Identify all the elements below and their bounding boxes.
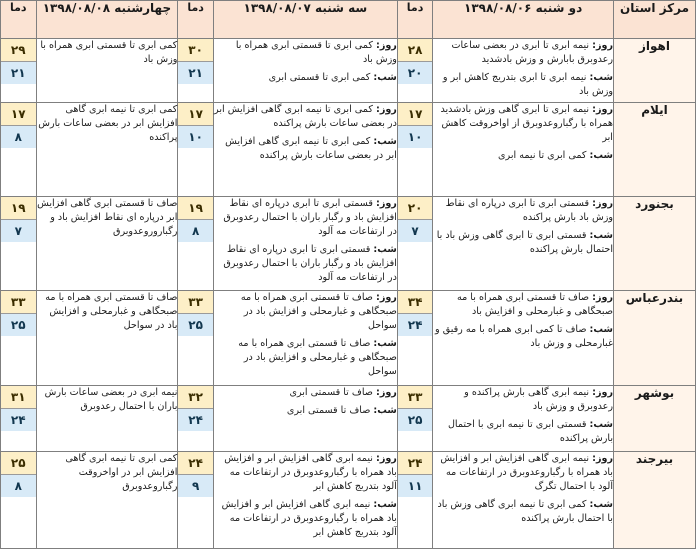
night-label: شب:	[373, 338, 397, 350]
temp-min: ۲۱	[178, 62, 212, 84]
temp-max: ۳۱	[1, 386, 36, 409]
night-label: شب:	[373, 499, 397, 511]
temp-max: ۲۰	[398, 197, 432, 220]
forecast-day2	[213, 196, 397, 291]
day-text: نیمه ابری گاهی بارش پراکنده و رعدوبرق و وزش باد	[464, 386, 613, 412]
table-row	[1, 39, 696, 103]
day3-text: کمی ابری تا نیمه ابری گاهی افزایش ابر در اواخروقت رگباروعدوبرق	[65, 453, 178, 493]
temp-max: ۲۴	[398, 452, 432, 475]
night-text: کمی ابری تا نیمه ابری گاهی افزایش ابر در بعضی ساعات بارش پراکنده	[225, 136, 397, 162]
day-label: روز:	[375, 40, 397, 51]
temp-day3	[1, 452, 37, 549]
day-label: روز:	[592, 197, 613, 209]
table-row	[1, 291, 696, 386]
day-label: روز:	[375, 292, 397, 304]
day3-text: کمی ابری تا نیمه ابری گاهی افزایش ابر در بعضی ساعات بارش پراکنده	[38, 104, 178, 144]
forecast-day3	[36, 452, 178, 549]
header-day2: سه شنبه ۱۳۹۸/۰۸/۰۷	[213, 1, 397, 39]
night-text: قسمتی ابری تا نیمه ابری با احتمال بارش پراکنده	[447, 418, 613, 444]
forecast-day1	[433, 196, 614, 291]
forecast-day3	[36, 196, 178, 291]
day-text: نیمه ابری گاهی افزایش ابر و افزایش باد همراه با رگباروعدوبرق در ارتفاعات مه آلود بتدریج کاهش ابر	[224, 453, 397, 493]
forecast-day1	[433, 452, 614, 549]
day3-text: صاف تا قسمتی ابری گاهی افزایش ابر درپاره ای نقاط افزایش باد و رگباروروعدوبرق	[37, 197, 178, 237]
temp-max: ۱۷	[178, 103, 212, 126]
night-label: شب:	[373, 243, 397, 255]
day-label: روز:	[375, 386, 397, 398]
night-label: شب:	[373, 136, 397, 148]
night-label: شب:	[589, 499, 613, 511]
temp-max: ۲۹	[1, 39, 36, 62]
header-temp: دما	[1, 1, 37, 39]
night-label: شب:	[589, 324, 613, 336]
header-temp: دما	[178, 1, 213, 39]
temp-day2	[178, 452, 213, 549]
forecast-day1	[433, 385, 614, 451]
night-label: شب:	[373, 404, 397, 416]
temp-min: ۲۱	[1, 62, 36, 84]
temp-max: ۲۵	[1, 452, 36, 475]
night-label: شب:	[589, 418, 613, 430]
day-text: نیمه ابری گاهی افزایش ابر و افزایش باد همراه با رگباروعدوبرق در ارتفاعات مه آلود با احتمال تگرگ	[440, 453, 613, 493]
temp-min: ۲۴	[398, 314, 432, 336]
night-text: صاف تا قسمتی ابری	[286, 404, 371, 416]
header-day1: دو شنبه ۱۳۹۸/۰۸/۰۶	[433, 1, 614, 39]
night-text: قسمتی ابری تا ابری گاهی وزش باد با احتمال بارش پراکنده	[436, 229, 613, 255]
temp-min: ۲۵	[398, 409, 432, 431]
temp-min: ۲۵	[178, 314, 212, 336]
province-name: بندرعباس	[613, 291, 695, 386]
temp-min: ۷	[398, 220, 432, 242]
temp-day2	[178, 39, 213, 103]
temp-max: ۱۷	[1, 103, 36, 126]
table-header	[1, 1, 696, 39]
day3-text: کمی ابری تا قسمتی ابری همراه با وزش باد	[40, 40, 178, 65]
night-text: صاف تا قسمتی ابری همراه با مه صبحگاهی و غبارمحلی و افزایش باد در سواحل	[238, 338, 397, 378]
night-text: نیمه ابری تا ابری بتدریج کاهش ابر و وزش باد	[442, 72, 613, 97]
day3-text: صاف تا قسمتی ابری همراه با مه صبحگاهی و غبارمحلی و افزایش باد در سواحل	[45, 292, 178, 332]
night-label: شب:	[589, 229, 613, 241]
night-text: صاف تا کمی ابری همراه با مه رقیق و غبارمحلی و وزش باد	[435, 324, 613, 350]
header-day3: چهارشنبه ۱۳۹۸/۰۸/۰۸	[36, 1, 178, 39]
temp-day3	[1, 385, 37, 451]
night-label: شب:	[373, 72, 397, 83]
temp-max: ۳۰	[178, 39, 212, 62]
temp-min: ۸	[1, 475, 36, 497]
temp-min: ۸	[1, 126, 36, 148]
day-text: صاف تا قسمتی ابری	[289, 386, 373, 398]
temp-max: ۳۲	[178, 386, 212, 409]
temp-min: ۲۵	[1, 314, 36, 336]
temp-day1	[397, 103, 432, 197]
forecast-day3	[36, 39, 178, 103]
temp-day2	[178, 291, 213, 386]
temp-max: ۳۳	[1, 291, 36, 314]
day-text: قسمتی ابری تا ابری درپاره ای نقاط وزش باد بارش پراکنده	[445, 197, 613, 223]
day-text: قسمتی ابری تا ابری درپاره ای نقاط افزایش باد و رگبار باران با احتمال رعدوبرق در ارتفاعات مه آلود	[223, 197, 397, 237]
temp-max: ۱۹	[178, 197, 212, 220]
temp-day1	[397, 196, 432, 291]
temp-min: ۱۰	[178, 126, 212, 148]
day-label: روز:	[375, 104, 397, 116]
night-text: نیمه ابری گاهی افزایش ابر و افزایش باد همراه با رگباروعدوبرق در ارتفاعات مه آلود بتدریج کاهش ابر	[221, 499, 397, 539]
temp-max: ۳۴	[398, 291, 432, 314]
temp-day1	[397, 452, 432, 549]
temp-day3	[1, 291, 37, 386]
header-province: مرکز استان	[613, 1, 695, 39]
temp-min: ۷	[1, 220, 36, 242]
temp-max: ۲۴	[178, 452, 212, 475]
day-label: روز:	[592, 453, 613, 465]
forecast-day3	[36, 291, 178, 386]
night-text: قسمتی ابری تا ابری درپاره ای نقاط افزایش باد و رگبار باران با احتمال رعدوبرق در ارتفاعات مه آلود	[223, 243, 397, 283]
forecast-day1	[433, 103, 614, 197]
temp-day3	[1, 103, 37, 197]
day-text: صاف تا قسمتی ابری همراه با مه صبحگاهی و غبارمحلی و افزایش باد در سواحل	[240, 292, 397, 332]
forecast-day2	[213, 452, 397, 549]
table-row	[1, 452, 696, 549]
temp-max: ۱۷	[398, 103, 432, 126]
forecast-day1	[433, 39, 614, 103]
forecast-day2	[213, 385, 397, 451]
forecast-day3	[36, 385, 178, 451]
temp-day3	[1, 39, 37, 103]
forecast-day1	[433, 291, 614, 386]
day-text: کمی ابری تا نیمه ابری گاهی افزایش ابر در بعضی ساعات بارش پراکنده	[214, 104, 397, 130]
temp-min: ۲۴	[1, 409, 36, 431]
temp-max: ۳۳	[178, 291, 212, 314]
day-label: روز:	[592, 386, 613, 398]
temp-max: ۱۹	[1, 197, 36, 220]
day-text: نیمه ابری تا ابری در بعضی ساعات رعدوبرق بابارش و وزش بادشدید	[451, 40, 613, 65]
table-row	[1, 103, 696, 197]
day-text: کمی ابری تا قسمتی ابری همراه با وزش باد	[235, 40, 397, 65]
forecast-day2	[213, 291, 397, 386]
day-label: روز:	[375, 197, 397, 209]
temp-day3	[1, 196, 37, 291]
night-text: کمی ابری تا نیمه ابری گاهی وزش باد با احتمال بارش پراکنده	[437, 499, 613, 525]
day-label: روز:	[375, 453, 397, 465]
forecast-day2	[213, 39, 397, 103]
night-label: شب:	[589, 72, 613, 83]
temp-day2	[178, 385, 213, 451]
day3-text: نیمه ابری در بعضی ساعات بارش باران با احتمال رعدوبرق	[44, 386, 178, 412]
temp-max: ۲۸	[398, 39, 432, 62]
forecast-day2	[213, 103, 397, 197]
day-label: روز:	[592, 40, 613, 51]
province-name: ایلام	[613, 103, 695, 197]
temp-day2	[178, 196, 213, 291]
temp-day1	[397, 291, 432, 386]
forecast-day3	[36, 103, 178, 197]
temp-day1	[397, 39, 432, 103]
day-label: روز:	[592, 104, 613, 116]
night-label: شب:	[589, 150, 613, 162]
temp-min: ۲۰	[398, 62, 432, 84]
province-name: بیرجند	[613, 452, 695, 549]
temp-max: ۳۳	[398, 386, 432, 409]
temp-min: ۸	[178, 220, 212, 242]
temp-min: ۹	[178, 475, 212, 497]
temp-min: ۱۰	[398, 126, 432, 148]
night-text: کمی ابری تا قسمتی ابری	[268, 72, 371, 83]
table-row	[1, 196, 696, 291]
province-name: بجنورد	[613, 196, 695, 291]
day-label: روز:	[592, 292, 613, 304]
province-name: بوشهر	[613, 385, 695, 451]
day-text: صاف تا قسمتی ابری همراه با مه صبحگاهی و غبارمحلی و افزایش باد	[456, 292, 613, 318]
night-text: کمی ابری تا نیمه ابری	[498, 150, 587, 162]
table-row	[1, 385, 696, 451]
temp-day2	[178, 103, 213, 197]
province-name: اهواز	[613, 39, 695, 103]
temp-day1	[397, 385, 432, 451]
temp-min: ۲۴	[178, 409, 212, 431]
temp-min: ۱۱	[398, 475, 432, 497]
header-temp: دما	[397, 1, 432, 39]
day-text: نیمه ابری تا ابری گاهی وزش بادشدید همراه با رگباروعدوبرق از اواخروقت کاهش ابر	[440, 104, 613, 144]
